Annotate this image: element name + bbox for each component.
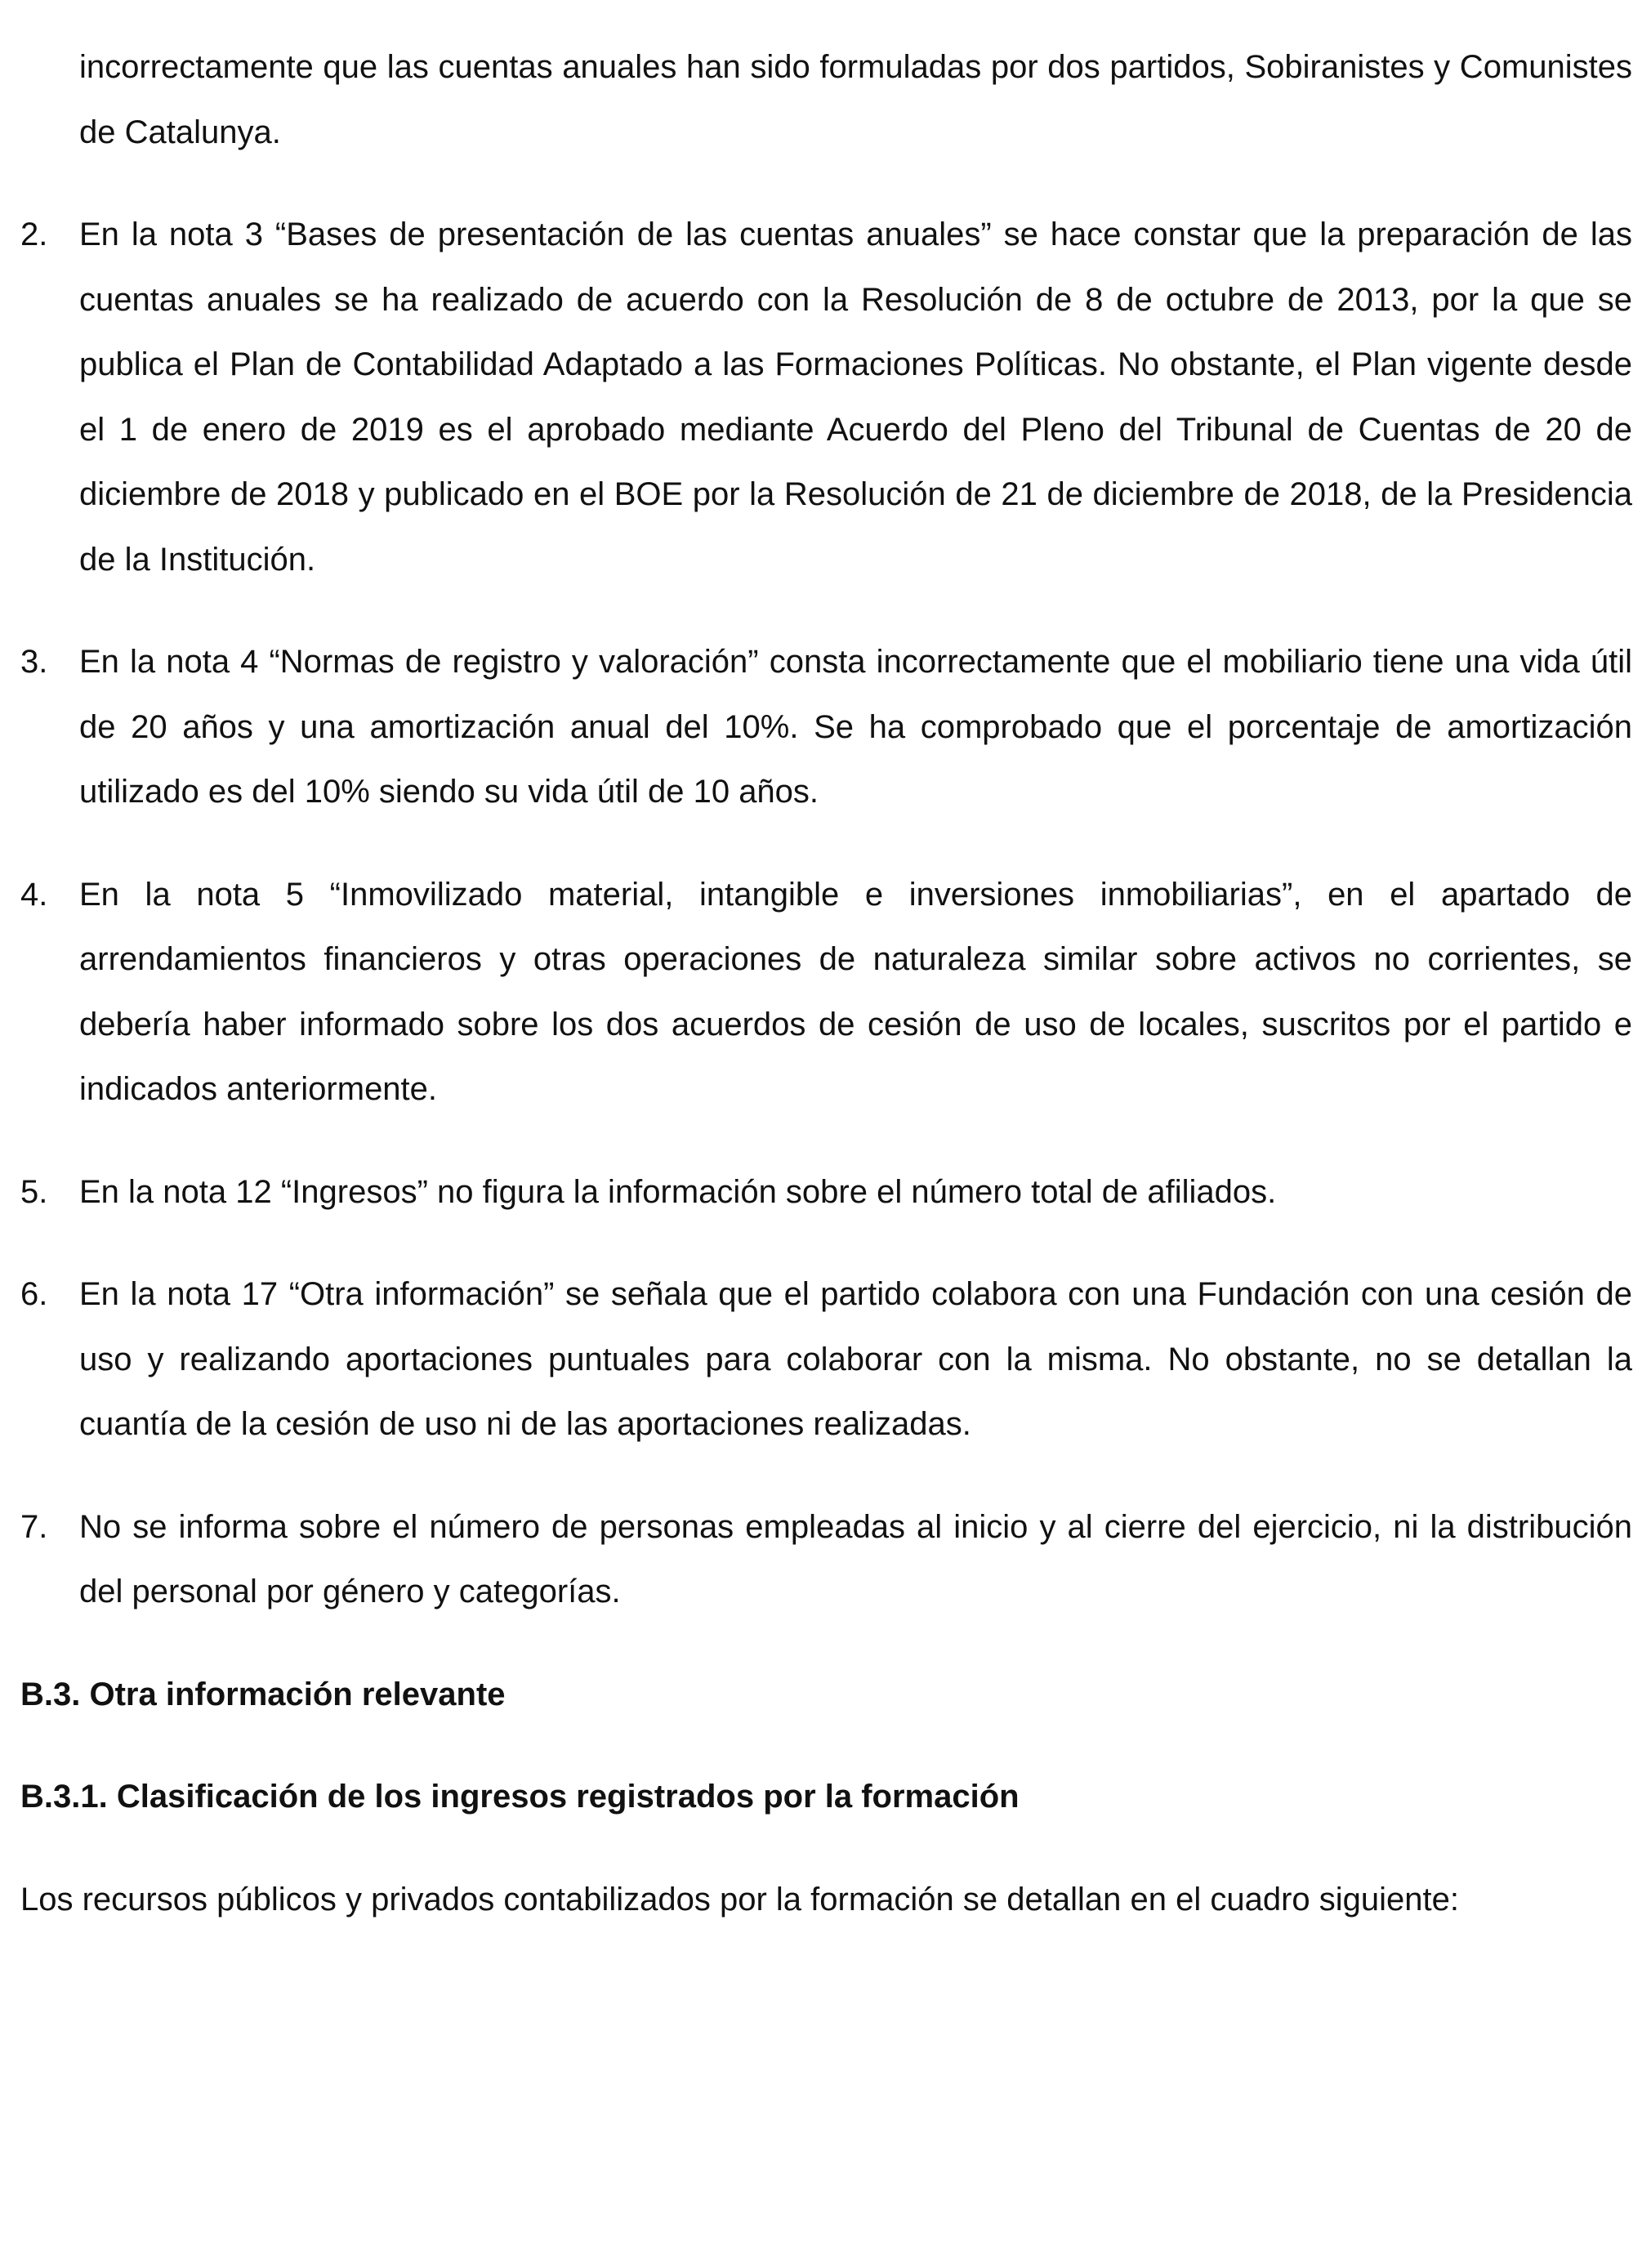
item-text: En la nota 12 “Ingresos” no figura la información sobre el número total de afiliados. <box>79 1173 1277 1210</box>
body-paragraph: Los recursos públicos y privados contabilizados por la formación se detallan en el cuadro siguiente: <box>20 1881 1459 1918</box>
item-number: 6. <box>20 1276 48 1312</box>
list-item <box>20 630 1632 825</box>
item-text: En la nota 3 “Bases de presentación de las cuentas anuales” se hace constar que la preparación de las cuentas anuales se ha realizado de acuerdo con la Resolución de 8 de octubre de 2013, por la que se publica el Plan de Contabilidad Adaptado a las Formaciones Políticas. No obstante, el Plan vigente desde el 1 de enero de 2019 es el aprobado mediante Acuerdo del Pleno del Tribunal de Cuentas de 20 de diciembre de 2018 y publicado en el BOE por la Resolución de 21 de diciembre de 2018, de la Presidencia de la Institución. <box>79 217 1632 578</box>
list-item <box>20 1495 1632 1625</box>
list-item <box>20 863 1632 1123</box>
item-1-continuation: incorrectamente que las cuentas anuales han sido formuladas por dos partidos, Sobiranistes y Comunistes de Catalunya. <box>79 49 1632 150</box>
item-text: En la nota 5 “Inmovilizado material, intangible e inversiones inmobiliarias”, en el apartado de arrendamientos financieros y otras operaciones de naturaleza similar sobre activos no corrientes, se debería haber informado sobre los dos acuerdos de cesión de uso de locales, suscritos por el partido e indicados anteriormente. <box>79 876 1632 1107</box>
list-item <box>20 1160 1632 1226</box>
section-heading-b3: B.3. Otra información relevante <box>20 1676 506 1712</box>
item-number: 5. <box>20 1173 48 1210</box>
item-text: En la nota 4 “Normas de registro y valoración” consta incorrectamente que el mobiliario tiene una vida útil de 20 años y una amortización anual del 10%. Se ha comprobado que el porcentaje de amortización utilizado es del 10% siendo su vida útil de 10 años. <box>79 644 1632 810</box>
item-number: 7. <box>20 1508 48 1545</box>
item-text: En la nota 17 “Otra información” se señala que el partido colabora con una Fundación con una cesión de uso y realizando aportaciones puntuales para colaborar con la misma. No obstante, no se detallan la cuantía de la cesión de uso ni de las aportaciones realizadas. <box>79 1276 1632 1442</box>
item-number: 3. <box>20 644 48 680</box>
item-text: No se informa sobre el número de personas empleadas al inicio y al cierre del ejercicio, ni la distribución del personal por género y categorías. <box>79 1508 1632 1609</box>
list-item <box>20 203 1632 592</box>
document-page <box>20 35 1632 1970</box>
item-number: 4. <box>20 876 48 913</box>
section-heading-b31: B.3.1. Clasificación de los ingresos registrados por la formación <box>20 1779 1020 1815</box>
list-item <box>20 1262 1632 1458</box>
item-number: 2. <box>20 217 48 252</box>
